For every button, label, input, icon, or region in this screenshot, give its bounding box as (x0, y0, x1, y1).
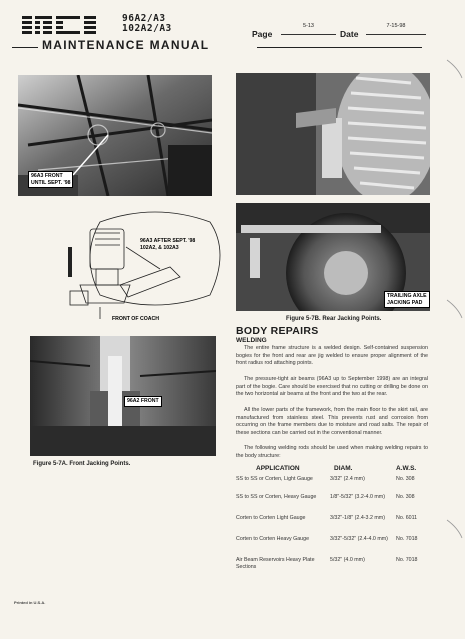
photo-96a2-front (30, 336, 216, 456)
tag-line: UNTIL SEPT. '98 (31, 179, 71, 186)
tag-line: TRAILING AXLE (387, 293, 427, 299)
welding-rod-table (236, 465, 436, 595)
column-header-application: APPLICATION (256, 465, 300, 472)
tag-line: JACKING PAD (387, 299, 423, 306)
paragraph-4: The following welding rods should be used when making welding repairs to the body structure: (236, 445, 428, 459)
table-cell: Corten to Corten Heavy Gauge (236, 536, 310, 542)
date-value: 7-15-98 (366, 22, 426, 35)
tag-96a3-after-sept98 (138, 237, 197, 252)
figure-5-7a-caption: Figure 5-7A. Front Jacking Points. (33, 461, 131, 467)
table-cell: No. 308 (396, 494, 415, 500)
table-cell: SS to SS or Corten, Heavy Gauge (236, 494, 317, 500)
page-label: Page (252, 29, 273, 39)
table-cell: 3/32"-1/8" (2.4-3.2 mm) (330, 515, 385, 521)
table-cell: 3/32"-5/32" (2.4-4.0 mm) (330, 536, 388, 542)
section-heading: BODY REPAIRS (236, 325, 319, 337)
figure-5-7b-caption: Figure 5-7B. Rear Jacking Points. (286, 316, 382, 322)
table-cell: No. 7018 (396, 557, 418, 563)
table-cell: Corten to Corten Light Gauge (236, 515, 306, 521)
tag-trailing-axle-jacking-pad (384, 291, 430, 308)
page-number: 5-13 (281, 22, 336, 35)
table-cell: 5/32" (4.0 mm) (330, 557, 365, 563)
column-header-aws: A.W.S. (396, 465, 417, 472)
diagram-front-jacking-point (60, 207, 240, 332)
tag-line: 96A3 FRONT (31, 173, 63, 179)
printed-in-note: Printed in U.S.A. (14, 600, 46, 605)
table-cell: SS to SS or Corten, Light Gauge (236, 476, 313, 482)
table-cell: No. 308 (396, 476, 415, 482)
model-line-2: 102A2/A3 (122, 23, 172, 34)
manual-title: MAINTENANCE MANUAL (42, 38, 210, 52)
table-cell: 1/8"-5/32" (3.2-4.0 mm) (330, 494, 385, 500)
tag-line: 96A3 AFTER SEPT. '98 (140, 238, 196, 244)
date-label: Date (340, 29, 359, 39)
model-list (122, 14, 172, 34)
photo-rear-wheel-top (236, 73, 430, 195)
label-front-of-coach: FRONT OF COACH (112, 316, 159, 322)
mci-logo-mark (22, 14, 118, 36)
column-header-diam: DIAM. (334, 465, 353, 472)
paragraph-1: The entire frame structure is a welded design. Self-contained suspension bogies for the front and rear are jig welded to ensure proper alignment of the front radius rod attaching points. (236, 345, 428, 367)
tag-line: 102A2, & 102A3 (140, 244, 179, 251)
photo-96a3-front-until-sept98 (18, 75, 212, 196)
model-line-1: 96A2/A3 (122, 13, 166, 24)
table-cell: No. 6011 (396, 515, 418, 521)
tag-96a2-front: 96A2 FRONT (124, 396, 162, 407)
paragraph-2: The pressure-tight air beams (96A3 up to September 1998) are an integral part of the bogie. Care should be exercised that no cutting or drilling be done on the two horizontal air beams at the front and the two at the rear. (236, 376, 428, 398)
manual-title-row (12, 38, 422, 54)
table-cell: Air Beam Reservoirs Heavy Plate Sections (236, 557, 315, 570)
tag-96a3-front (28, 171, 73, 188)
title-rule-left (12, 47, 38, 48)
paragraph-3: All the lower parts of the framework, from the main floor to the skirt rail, are manufactured from stainless steel. This prevents rust and corrosion from occurring on the frame members due to moisture and road salts. The repair of these sections can be carried out in the conventional manner. (236, 407, 428, 436)
title-rule-right (257, 47, 422, 48)
table-cell: No. 7018 (396, 536, 418, 542)
sub-heading: WELDING (236, 337, 267, 344)
table-cell: 3/32" (2.4 mm) (330, 476, 365, 482)
photo-trailing-axle (236, 203, 430, 311)
